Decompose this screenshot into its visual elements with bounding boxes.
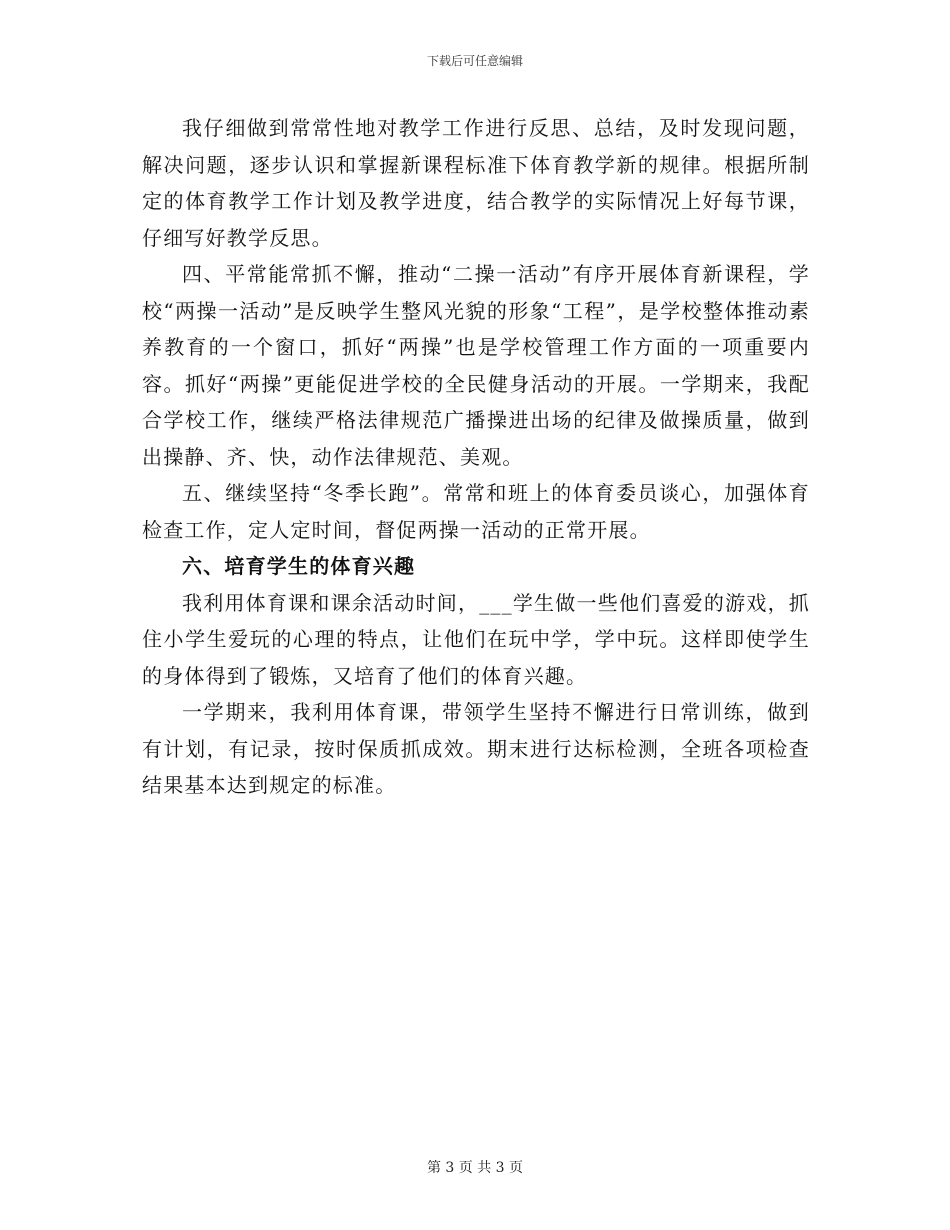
paragraph-reflection: 我仔细做到常常性地对教学工作进行反思、总结，及时发现问题，解决问题，逐步认识和掌握新课程标准下体育教学新的规律。根据所制定的体育教学工作计划及教学进度，结合教学的实际情况上好每节课，仔细写好教学反思。 — [142, 116, 810, 250]
paragraph-winter-running: 五、继续坚持“冬季长跑”。常常和班上的体育委员谈心，加强体育检查工作，定人定时间，督促两操一活动的正常开展。 — [142, 481, 810, 542]
paragraph-exercises: 四、平常能常抓不懈，推动“二操一活动”有序开展体育新课程，学校“两操一活动”是反映学生整风光貌的形象“工程”，是学校整体推动素养教育的一个窗口，抓好“两操”也是学校管理工作方面的一项重要内容。抓好“两操”更能促进学校的全民健身活动的开展。一学期来，我配合学校工作，继续严格法律规范广播操进出场的纪律及做操质量，做到出操静、齐、快，动作法律规范、美观。 — [142, 262, 810, 469]
section-heading: 六、培育学生的体育兴趣 — [182, 554, 416, 578]
paragraph-training: 一学期来，我利用体育课，带领学生坚持不懈进行日常训练，做到有计划，有记录，按时保质抓成效。期末进行达标检测，全班各项检查结果基本达到规定的标准。 — [142, 700, 810, 797]
page-number: 第 3 页 共 3 页 — [426, 1160, 524, 1176]
page-header: 下载后可任意编辑 — [426, 54, 523, 68]
document-body — [142, 110, 810, 804]
paragraph-games: 我利用体育课和课余活动时间，___学生做一些他们喜爱的游戏，抓住小学生爱玩的心理的特点，让他们在玩中学，学中玩。这样即使学生的身体得到了锻炼，又培育了他们的体育兴趣。 — [142, 590, 810, 688]
